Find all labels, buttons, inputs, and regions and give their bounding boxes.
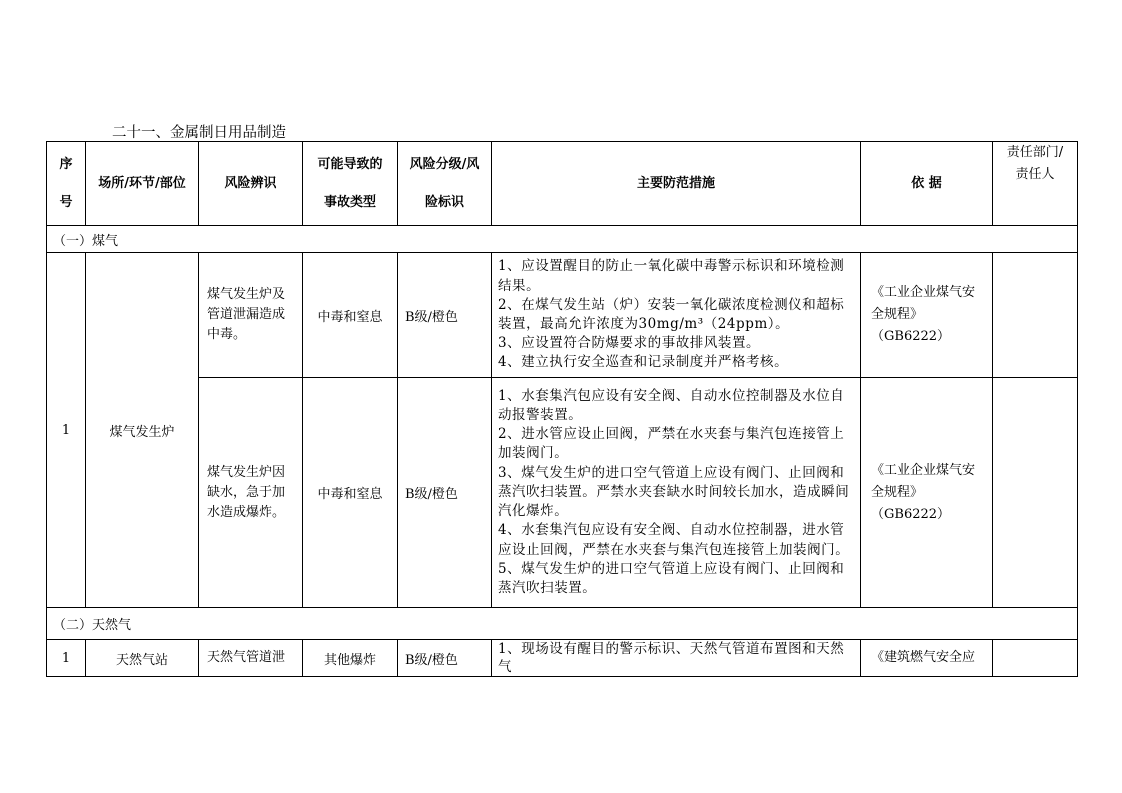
section-row [47, 608, 1078, 640]
header-responsible: 责任部门/ 责任人 [993, 142, 1078, 226]
risk-cell: 天然气管道泄 [199, 640, 303, 677]
level-cell: B级/橙色 [398, 253, 492, 378]
level-cell: B级/橙色 [398, 378, 492, 608]
header-accident: 可能导致的 事故类型 [303, 142, 398, 226]
basis-cell: 《工业企业煤气安全规程》（GB6222） [861, 253, 993, 378]
measure-item: 3、煤气发生炉的进口空气管道上应设有阀门、止回阀和蒸汽吹扫装置。严禁水夹套缺水时间较长加水，造成瞬间汽化爆炸。 [498, 464, 850, 520]
header-level: 风险分级/风 险标识 [398, 142, 492, 226]
header-measures: 主要防范措施 [492, 142, 861, 226]
accident-cell: 其他爆炸 [303, 640, 398, 677]
header-row [47, 142, 1078, 226]
accident-cell: 中毒和窒息 [303, 253, 398, 378]
section-label: （二）天然气 [47, 608, 1078, 640]
measures-cell [492, 640, 861, 677]
measures-cell [492, 378, 861, 608]
measure-item: 3、应设置符合防爆要求的事故排风装置。 [498, 335, 761, 352]
risk-table [46, 141, 1078, 677]
responsible-cell [993, 378, 1078, 608]
risk-cell: 煤气发生炉因缺水，急于加水造成爆炸。 [199, 378, 303, 608]
responsible-cell [993, 253, 1078, 378]
responsible-cell [993, 640, 1078, 677]
section-row [47, 226, 1078, 253]
table-row [47, 378, 1078, 608]
header-no: 序 号 [47, 142, 86, 226]
measure-item: 1、现场设有醒目的警示标识、天然气管道布置图和天然气 [498, 641, 845, 675]
measure-item: 1、水套集汽包应设有安全阀、自动水位控制器及水位自动报警装置。 [498, 387, 845, 424]
row-number: 1 [47, 640, 86, 677]
basis-cell: 《建筑燃气安全应 [861, 640, 993, 677]
row-number: 1 [47, 253, 86, 608]
measure-item: 5、煤气发生炉的进口空气管道上应设有阀门、止回阀和蒸汽吹扫装置。 [498, 560, 845, 596]
table-row [47, 640, 1078, 677]
measure-item: 2、进水管应设止回阀，严禁在水夹套与集汽包连接管上加装阀门。 [498, 426, 845, 462]
risk-cell: 煤气发生炉及管道泄漏造成中毒。 [199, 253, 303, 378]
place-cell: 天然气站 [86, 640, 199, 677]
section-label: （一）煤气 [47, 226, 1078, 253]
measure-item: 4、水套集汽包应设有安全阀、自动水位控制器，进水管应设止回阀，严禁在水夹套与集汽包连接管上加装阀门。 [498, 522, 850, 558]
accident-cell: 中毒和窒息 [303, 378, 398, 608]
measure-item: 4、建立执行安全巡查和记录制度并严格考核。 [498, 354, 789, 371]
header-basis: 依 据 [861, 142, 993, 226]
measures-cell [492, 253, 861, 378]
header-risk: 风险辨识 [199, 142, 303, 226]
measure-item: 2、在煤气发生站（炉）安装一氧化碳浓度检测仪和超标装置，最高允许浓度为30mg/m³（24ppm）。 [498, 296, 845, 332]
level-cell: B级/橙色 [398, 640, 492, 677]
section-title: 二十一、金属制日用品制造 [112, 125, 286, 141]
place-cell: 煤气发生炉 [86, 253, 199, 608]
basis-cell: 《工业企业煤气安全规程》（GB6222） [861, 378, 993, 608]
table-row [47, 253, 1078, 378]
header-place: 场所/环节/部位 [86, 142, 199, 226]
measure-item: 1、应设置醒目的防止一氧化碳中毒警示标识和环境检测结果。 [498, 258, 845, 294]
